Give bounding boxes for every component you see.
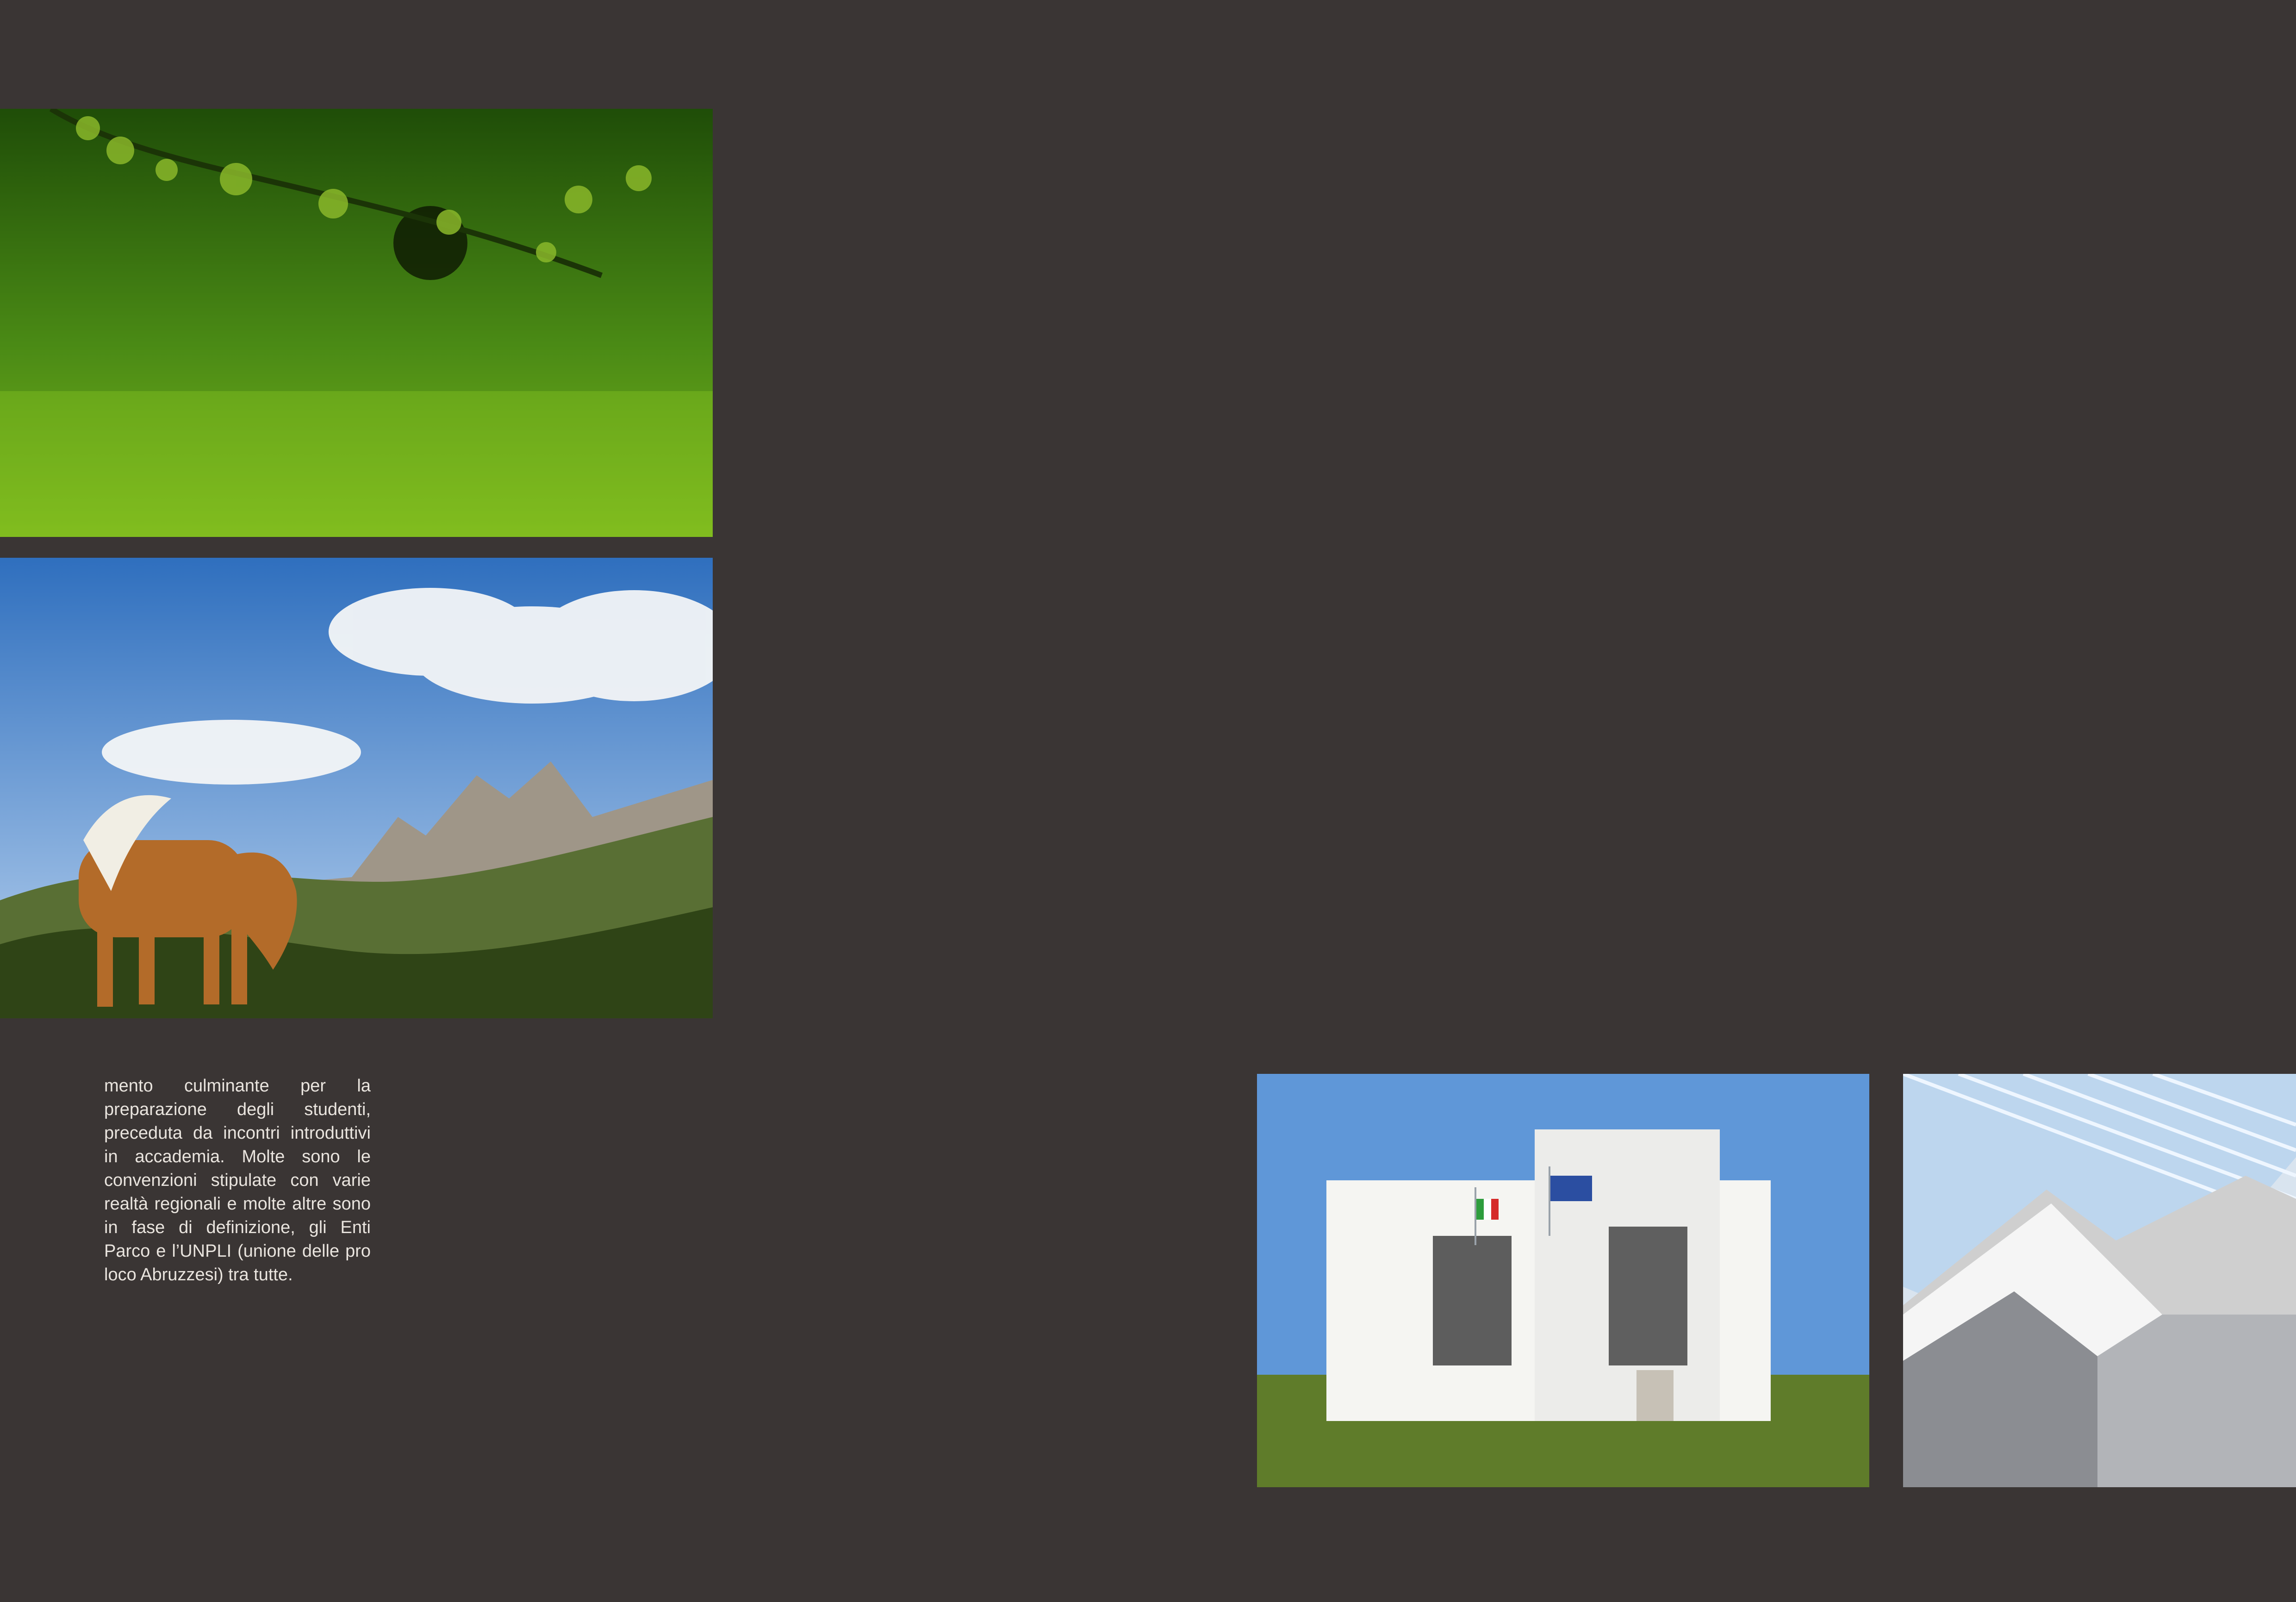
left-lower-text-column: mento culminante per la preparazione degli studenti, preceduta da incontri introduttivi in accademia. Molte sono le convenzioni stipulate con varie realtà regionali e molte altre sono in fase di definizione, gli Enti Parco e l’UNPLI (unione delle pro loco Abruzzesi) tra tutte. bbox=[104, 1076, 371, 1284]
academy-building-image bbox=[1257, 1074, 1869, 1487]
forest-meadow-image bbox=[0, 109, 713, 537]
glass-roof-interior-image bbox=[1903, 1074, 2296, 1487]
horse-mountains-image bbox=[0, 558, 713, 1018]
